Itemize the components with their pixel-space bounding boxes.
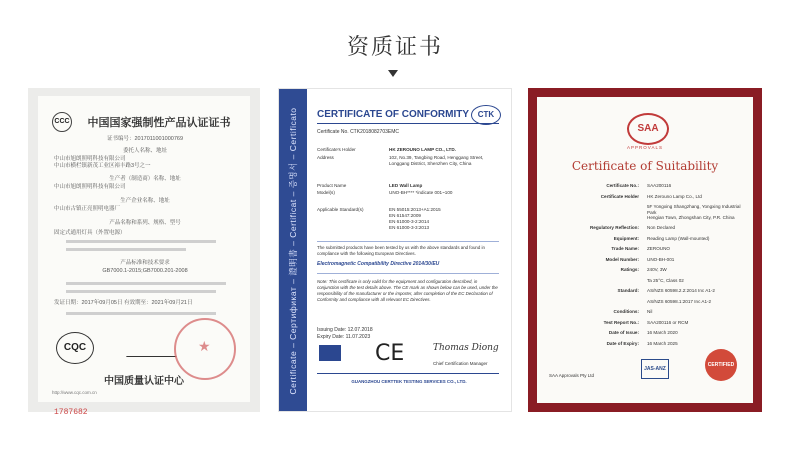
saa-certificate-image[interactable] (528, 88, 762, 412)
saa-detail-value: HK Zerouno Lamp Co., Ltd (647, 193, 702, 199)
ce-standard-item: EN 61547:2009 (389, 213, 421, 218)
page-title: 资质证书 (346, 35, 443, 60)
ce-issue-date: Issuing Date: 12.07.2018 (317, 327, 373, 333)
ccc-applicant: 中山市旭朗照明科技有限公司 (54, 156, 126, 162)
ccc-number: 证书编号：2017011001000769 (106, 136, 184, 142)
saa-detail-value: 16 March 2020 (647, 330, 678, 335)
saa-detail-value: Nil (647, 309, 653, 314)
ccc-product-heading: 产品名称和系列、规格、型号 (109, 220, 181, 226)
ce-spine-text: Certificate – Сертификат – 證明書 – Certificat – 증명서 – Certificato (288, 107, 298, 395)
chevron-down-icon (388, 70, 398, 77)
ctk-logo-icon: CTK (471, 105, 501, 125)
ccc-text-line (66, 312, 216, 315)
ce-directive: Electromagnetic Compatibility Directive 2014/30/EU (317, 261, 440, 267)
saa-issuer: SAA Approvals Pty Ltd (549, 373, 595, 378)
ccc-certificate-image[interactable] (28, 88, 260, 417)
ccc-standards-heading: 产品标准和技术要求 (120, 260, 170, 266)
saa-certificate-paper (537, 97, 753, 403)
ce-standard-item: EN 61000-3-3:2013 (389, 225, 430, 230)
saa-approvals: APPROVALS (627, 145, 663, 150)
ccc-dates: 发证日期：2017年09月05日 有效期至：2021年09月21日 (54, 300, 193, 306)
ce-title: CERTIFICATE OF CONFORMITY (317, 109, 470, 120)
saa-detail-label: Model Number: (605, 256, 639, 262)
saa-detail-label: Trade Name: (611, 246, 639, 251)
ce-mark-icon: CE (375, 341, 405, 366)
ce-certificate-image[interactable] (278, 88, 512, 412)
ce-statement: The submitted products have been tested by us with the above standards and found in compliance with the following European Directives. (317, 245, 485, 256)
saa-detail-value: ZEROUNO (647, 246, 670, 251)
saa-detail-label: Ratings: (620, 267, 639, 272)
ce-product: LED Wall Lamp (389, 183, 423, 188)
ccc-text-line (66, 290, 216, 293)
ccc-issuer: 中国质量认证中心 (104, 376, 184, 387)
saa-detail-value: 16 March 2025 (647, 340, 678, 346)
ce-note: Note: This certificate is only valid for the equipment and configuration described, in conjunction with the test details above. The CE mark as shown below can be used, under the responsibility of the manufacturer or the importer, after completion of the EC Declaration of Conformity and compliance with all relevant EC Directives. (317, 279, 498, 302)
divider (317, 241, 499, 242)
ce-holder-label: Certificate's Holder (317, 147, 356, 152)
ce-standards-row (317, 207, 501, 237)
saa-detail-value: UNO-BH-001 (647, 256, 675, 262)
jas-anz-logo-icon: JAS-ANZ (641, 359, 669, 379)
divider (317, 123, 499, 124)
ce-signer: Thomas Diong (433, 343, 499, 353)
ce-standard-item: EN 55015:2013+A1:2015 (389, 207, 441, 212)
ccc-maker: 中山市旭朗照明科技有限公司 (54, 184, 126, 190)
saa-detail-value: Non Declared (647, 225, 676, 230)
ce-standards-label: Applicable Standard(s) (317, 207, 364, 212)
ce-holder: HK ZEROUNO LAMP CO., LTD. (389, 147, 456, 152)
ccc-stamp-number: 1787682 (54, 408, 88, 417)
ce-address: 102, No.39, Tangbing Road, Henggang Street, Longgang District, Shenzhen City, China (389, 155, 484, 166)
ccc-factory-heading: 生产企业名称、地址 (120, 198, 170, 204)
ce-model: UNO-BH**** *indicate 001~100 (389, 190, 453, 195)
ccc-factory: 中山市古镇正亮照明电器厂 (54, 206, 121, 212)
saa-detail-label: Certificate Holder (600, 193, 639, 199)
saa-detail-label: Standard: (617, 288, 639, 293)
ce-cert-number: Certificate No. CTK2018082703EMC (317, 129, 399, 135)
ccc-applicant-address: 中山市横栏镇新茂工业区裕丰路3号之一 (54, 163, 151, 169)
red-seal-icon (174, 318, 236, 380)
saa-logo-icon: SAA (627, 113, 669, 145)
ccc-logo-icon: CCC (52, 112, 72, 132)
ccc-applicant-heading: 委托人名称、地址 (122, 148, 167, 154)
saa-detail-value: 5F Yongxing Shangzhang, Yongxing Industrial Park (647, 204, 741, 215)
ce-signer-title: Chief Certification Manager (433, 361, 488, 366)
ce-standard-item: EN 61000-3-2:2014 (389, 219, 430, 224)
ce-model-label: Model(s) (317, 190, 335, 195)
saa-detail-value: Hengian Town, Zhongshan City, P.R. China (647, 214, 735, 220)
saa-detail-label: Test Report No.: (603, 319, 639, 325)
ce-address-label: Address (317, 155, 334, 160)
ccc-title: 中国国家强制性产品认证证书 (87, 117, 231, 129)
saa-detail-value: Ta 25°C, Class 02 (647, 277, 684, 283)
saa-title: Certificate of Suitability (571, 159, 719, 173)
ce-footer: GUANGZHOU CERTTEK TESTING SERVICES CO., LTD. (351, 379, 467, 384)
saa-detail-label: Regulatory Reflection: (589, 225, 639, 230)
ccc-standards: GB7000.1-2015;GB7000.201-2008 (102, 268, 188, 274)
saa-detail-value: AS/NZS 60598.2.2:2014 Inc A1-2 (647, 288, 715, 293)
saa-detail-value: SAA200116 or RCM (647, 319, 689, 325)
ce-expiry-date: Expiry Date: 11.07.2023 (317, 334, 371, 340)
cqc-logo-icon: CQC (56, 332, 94, 364)
ce-address-row (317, 155, 501, 175)
saa-detail-label: Conditions: (613, 309, 639, 314)
saa-detail-value: 240V, 3W (647, 267, 667, 272)
ccc-product: 固定式通用灯具（外置电源） (54, 230, 126, 236)
ccc-url: http://www.cqc.com.cn (52, 390, 97, 395)
saa-detail-label: Date of Expiry: (606, 340, 639, 346)
ccc-text-line (66, 248, 186, 251)
saa-detail-label: Date of Issue: (608, 330, 639, 335)
certified-seal-icon: CERTIFIED (705, 349, 737, 381)
saa-detail-value: AS/NZS 60598.1:2017 Inc A1-2 (647, 298, 712, 304)
divider (317, 273, 499, 274)
ccc-text-line (66, 240, 216, 243)
saa-detail-label: Certificate No.: (606, 183, 639, 188)
ccc-certificate-paper (38, 96, 250, 417)
ce-standards-list (389, 207, 501, 231)
ccc-text-line (66, 282, 226, 285)
saa-detail-value: SAA200116 (647, 183, 672, 188)
ce-product-label: Product Name (317, 183, 347, 188)
eu-flag-icon (319, 345, 341, 361)
saa-detail-value: Reading Lamp (Wall-mounted) (647, 235, 710, 241)
ce-spine (279, 89, 307, 411)
ccc-maker-heading: 生产者（制造商）名称、地址 (109, 176, 181, 182)
divider (317, 373, 499, 374)
saa-detail-label: Equipment: (613, 235, 639, 241)
